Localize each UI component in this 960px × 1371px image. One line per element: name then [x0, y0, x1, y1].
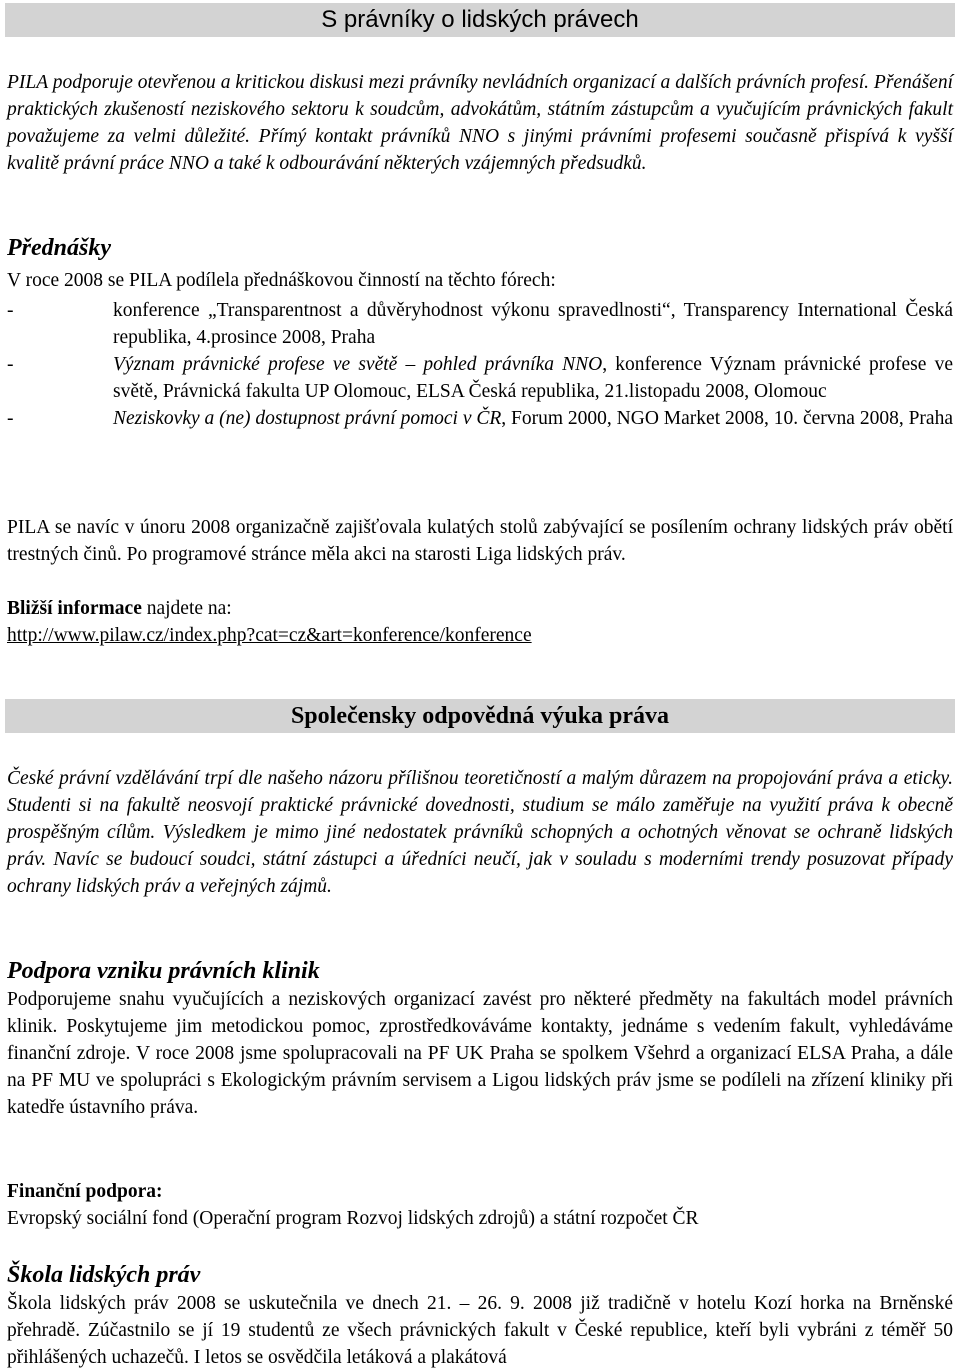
more-info: [7, 595, 953, 622]
intro-paragraph: PILA podporuje otevřenou a kritickou diskusi mezi právníky nevládních organizací a dalších právních profesí. Přenášení praktických zkušeností neziskového sektoru k soudcům, advokátům, státním zástupcům a vyučujícím právnických fakult považujeme za velmi důležité. Přímý kontakt právníků NNO s jinými právními profesemi současně přispívá k vyšší kvalitě právní práce NNO a také k odbourávání některých vzájemných předsudků.: [7, 72, 953, 174]
more-info-label: Bližší informace: [7, 598, 142, 619]
talks-list: [7, 297, 953, 432]
more-info-text: najdete na:: [141, 598, 232, 619]
talk-title: Neziskovky a (ne) dostupnost právní pomoci v ČR: [113, 408, 502, 429]
talk-title: Význam právnické profese ve světě – pohled právníka NNO: [113, 354, 603, 375]
school-heading: Škola lidských práv: [7, 1262, 201, 1288]
talks-list-container: [7, 297, 953, 432]
list-item: [7, 297, 953, 351]
funding-label: Finanční podpora:: [7, 1181, 163, 1202]
list-item: [7, 405, 953, 432]
funding-text: Evropský sociální fond (Operační program Rozvoj lidských zdrojů) a státní rozpočet ČR: [7, 1208, 699, 1229]
education-paragraph: České právní vzdělávání trpí dle našeho názoru přílišnou teoretičností a malým důrazem na propojování práva a eticky. Studenti si na fakultě neosvojí praktické právnické dovednosti, studium se málo zaměřuje na využití práva k obecně prospěšným cílům. Výsledkem je mimo jiné nedostatek právníků schopných a ochotných věnovat se ochraně lidských práv. Navíc se budoucí soudci, státní zástupci a úředníci neučí, jak v souladu s moderními trendy posuzovat případy ochrany lidských práv a veřejných zájmů.: [7, 768, 953, 897]
more-info-link-row: [7, 622, 953, 649]
more-info-link[interactable]: http://www.pilaw.cz/index.php?cat=cz&art=konference/konference: [7, 625, 532, 646]
talk-text: , konference Význam právnické profese ve světě, Právnická fakulta UP Olomouc, ELSA Česká republika, 21.listopadu 2008, Olomouc: [113, 354, 954, 402]
list-item: [7, 351, 953, 405]
talk-text: konference „Transparentnost a důvěryhodnost výkonu spravedlnosti“, Transparency International Česká republika, 4.prosince 2008, Praha: [113, 300, 953, 348]
lectures-intro: V roce 2008 se PILA podílela přednáškovou činností na těchto fórech:: [7, 270, 556, 291]
school-paragraph: Škola lidských práv 2008 se uskutečnila ve dnech 21. – 26. 9. 2008 již tradičně v hotelu Kozí horka na Brněnské přehradě. Zúčastnilo se jí 19 studentů ze všech právnických fakult v České republice, kteří byli vybráni z téměř 50 přihlášených uchazečů. I letos se osvědčila letáková a plakátová: [7, 1293, 953, 1368]
bullet-dash: -: [7, 408, 14, 429]
bullet-dash: -: [7, 354, 14, 375]
talk-text: , Forum 2000, NGO Market 2008, 10. června 2008, Praha: [501, 408, 953, 429]
roundtables-paragraph: PILA se navíc v únoru 2008 organizačně zajišťovala kulatých stolů zabývající se posílením ochrany lidských práv obětí trestných činů. Po programové stránce měla akci na starosti Liga lidských práv.: [7, 517, 953, 565]
section-title-legal-education: Společensky odpovědná výuka práva: [5, 699, 955, 733]
clinics-paragraph: Podporujeme snahu vyučujících a neziskových organizací zavést pro některé předměty na fakultách model právních klinik. Poskytujeme jim metodickou pomoc, zprostředkováváme kontakty, jednáme s vedením fakult, vyhledáváme finanční zdroje. V roce 2008 jsme spolupracovali na PF UK Praha se spolkem Všehrd a organizací ELSA Praha, a dále na PF MU ve spolupráci s Ekologickým právním servisem a Ligou lidských práv jsme se podíleli na zřízení kliniky při katedře ústavního práva.: [7, 989, 953, 1118]
section-title-human-rights: S právníky o lidských právech: [5, 3, 955, 37]
bullet-dash: -: [7, 300, 14, 321]
lectures-heading: Přednášky: [7, 235, 111, 261]
clinics-heading: Podpora vzniku právních klinik: [7, 958, 320, 984]
